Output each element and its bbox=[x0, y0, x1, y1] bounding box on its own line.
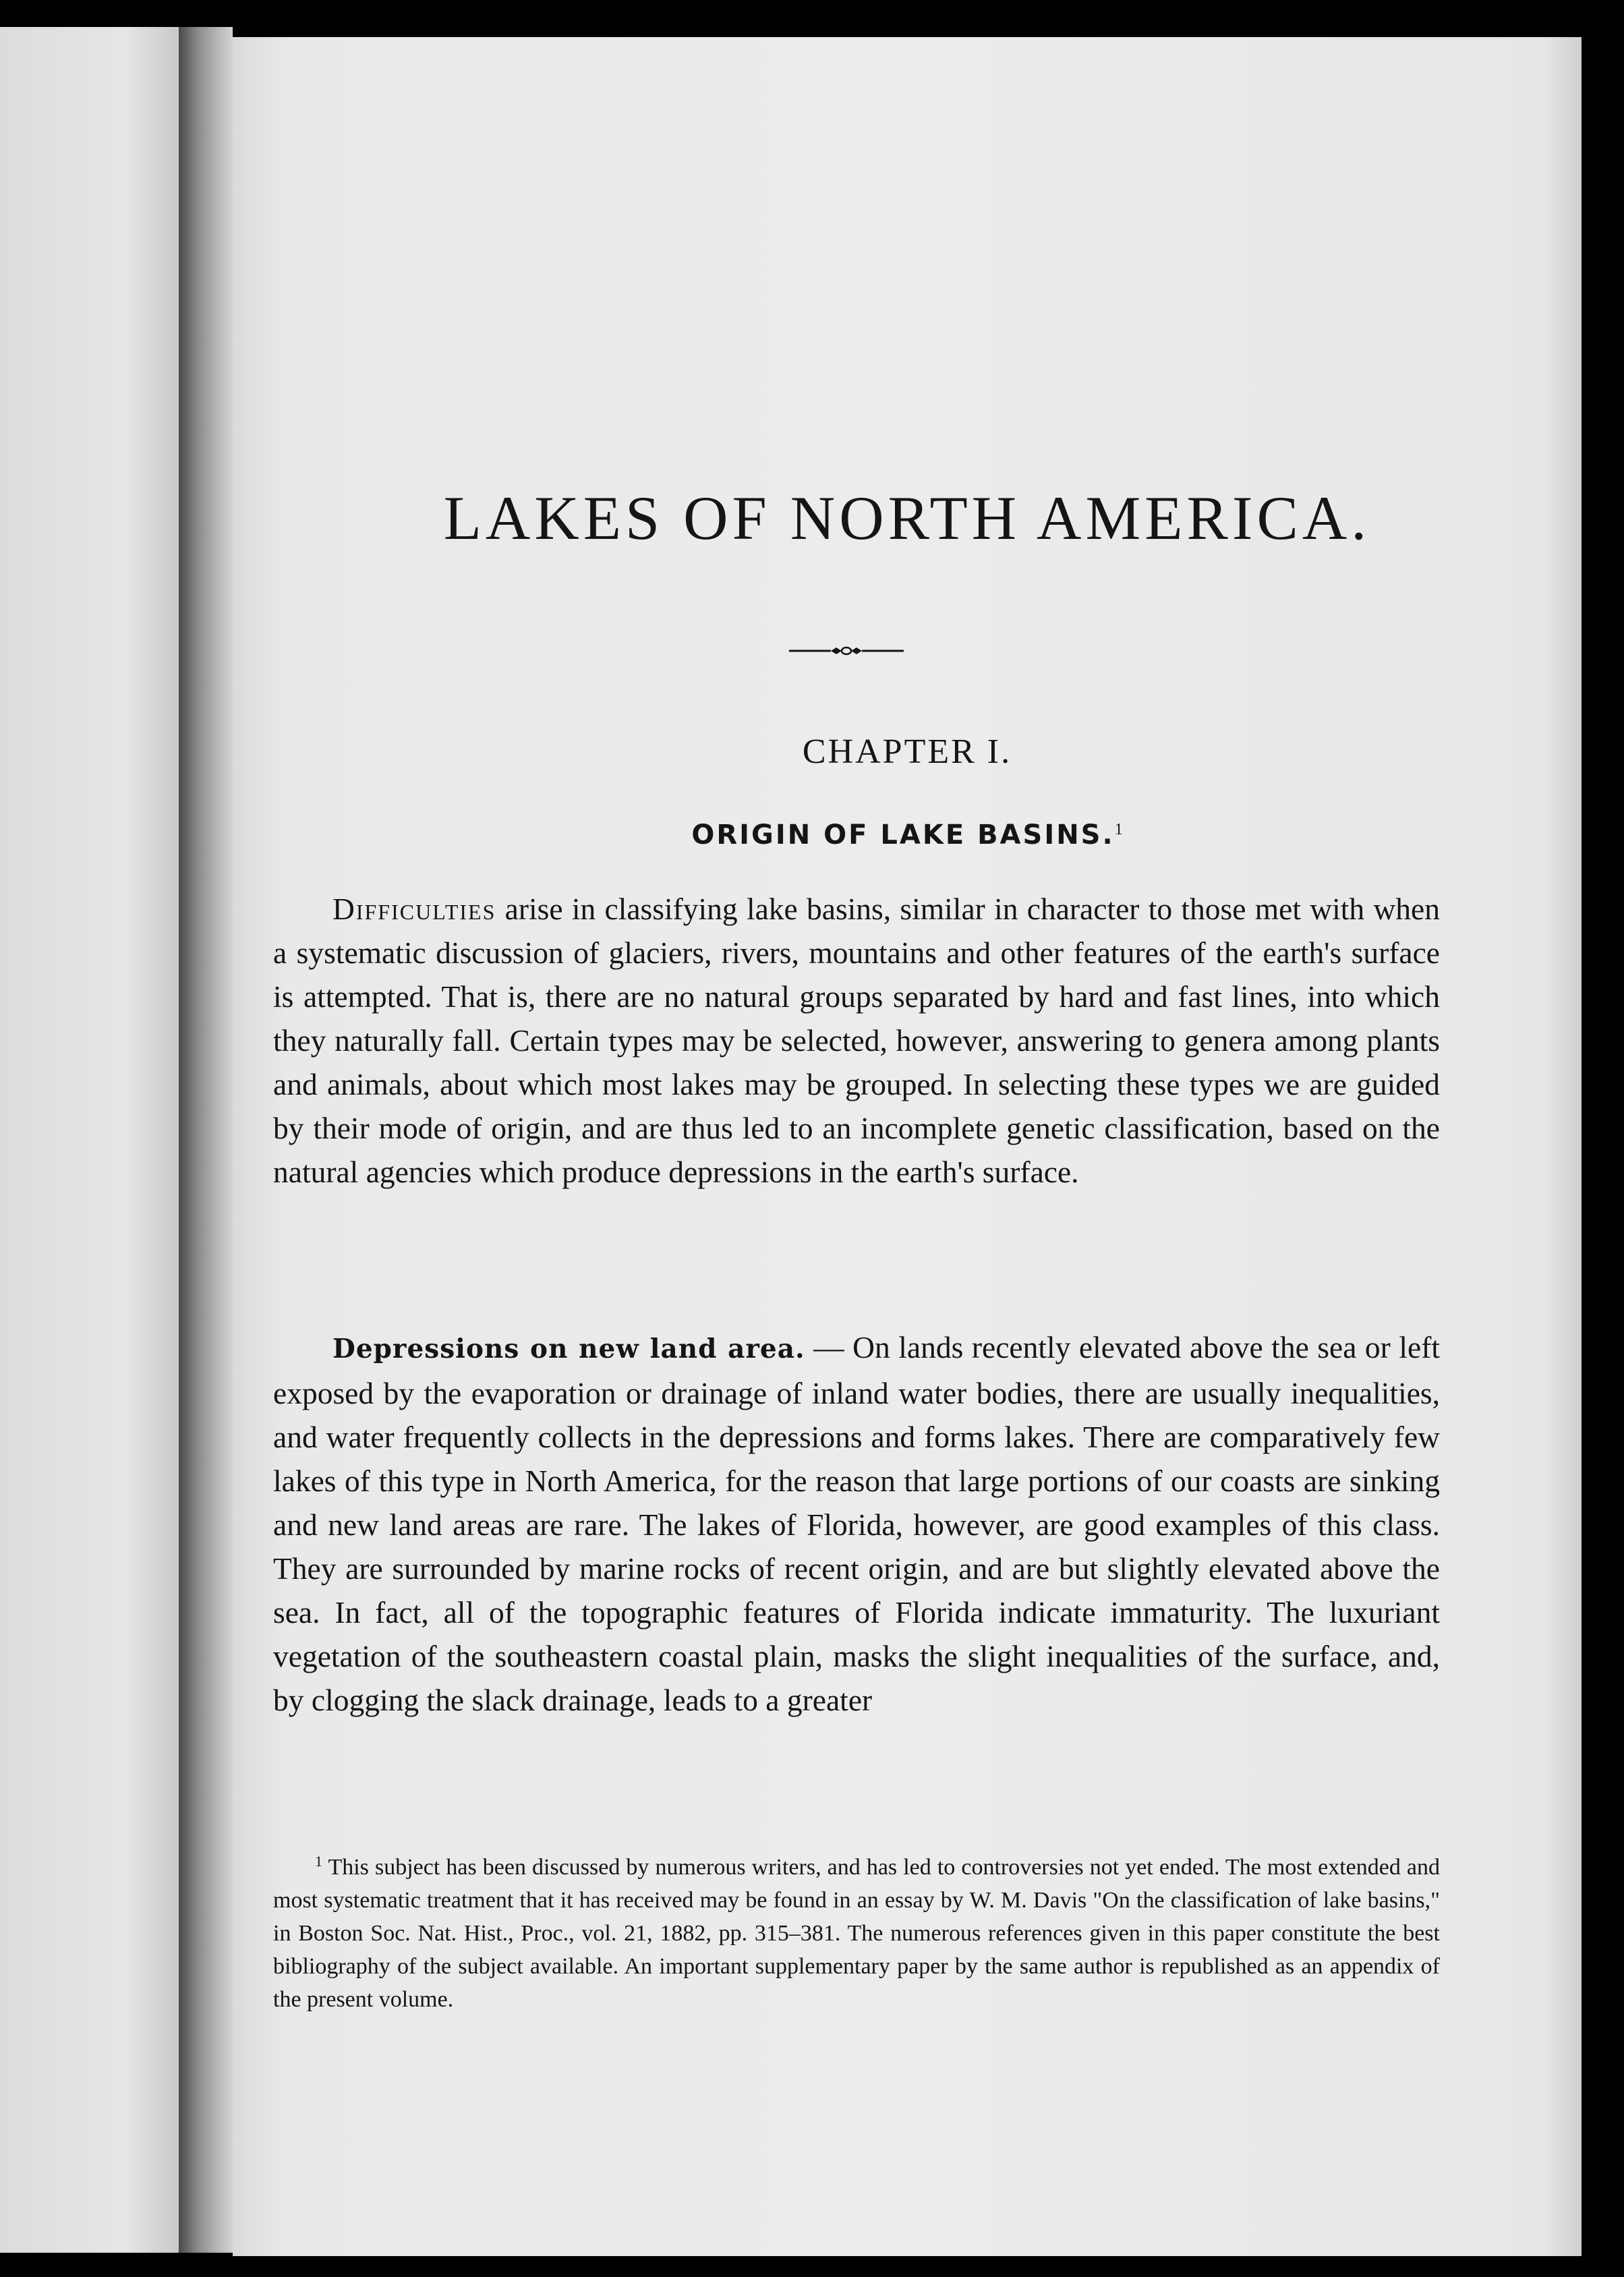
chapter-label: CHAPTER I. bbox=[802, 732, 1012, 771]
book-title: LAKES OF NORTH AMERICA. bbox=[443, 484, 1371, 552]
run-in-heading: Depressions on new land area. bbox=[332, 1333, 805, 1364]
section-heading-text: ORIGIN OF LAKE BASINS. bbox=[691, 819, 1115, 851]
lead-word: Difficulties bbox=[332, 892, 496, 926]
footnote-text: This subject has been discussed by numerous writers, and has led to controversies not yet ended. The most extended and most systematic treatment that it has received may be found in an essay by W. M. Davis "On the classification of lake basins," in Boston Soc. Nat. Hist., Proc., vol. 21, 1882, pp. 315–381. The numerous references given in this paper constitute the best bibliography of the subject available. An important supplementary paper by the same author is republished as an appendix of the present volume. bbox=[273, 1855, 1440, 2012]
footnote-reference: 1 bbox=[1114, 821, 1123, 838]
facing-page-edge bbox=[0, 27, 179, 2253]
body-paragraph-1 bbox=[273, 887, 1440, 1194]
footnote bbox=[273, 1845, 1440, 2016]
ornament-divider bbox=[789, 641, 904, 661]
section-heading bbox=[233, 819, 1582, 851]
book-page bbox=[233, 37, 1582, 2256]
footnote-marker: 1 bbox=[315, 1853, 322, 1870]
paragraph-1-text: arise in classifying lake basins, similar in character to those met with when a systematic discussion of glaciers, rivers, mountains and other features of the earth's surface is attempted. That is, there are no natural groups separated by hard and fast lines, into which they naturally fall. Certain types may be selected, however, answering to genera among plants and animals, about which most lakes may be grouped. In selecting these types we are guided by their mode of origin, and are thus led to an incomplete genetic classification, based on the natural agencies which produce depressions in the earth's surface. bbox=[273, 892, 1440, 1189]
book-gutter-shadow bbox=[179, 27, 233, 2253]
paragraph-2-text: — On lands recently elevated above the sea or left exposed by the evaporation or drainage of inland water bodies, there are usually inequalities, and water frequently collects in the depressions and forms lakes. There are comparatively few lakes of this type in North America, for the reason that large portions of our coasts are sinking and new land areas are rare. The lakes of Florida, however, are good examples of this class. They are surrounded by marine rocks of recent origin, and are but slightly elevated above the sea. In fact, all of the topographic features of Florida indicate immaturity. The luxuriant vegetation of the southeastern coastal plain, masks the slight inequalities of the surface, and, by clogging the slack drainage, leads to a greater bbox=[273, 1330, 1440, 1717]
body-paragraph-2 bbox=[273, 1325, 1440, 1722]
